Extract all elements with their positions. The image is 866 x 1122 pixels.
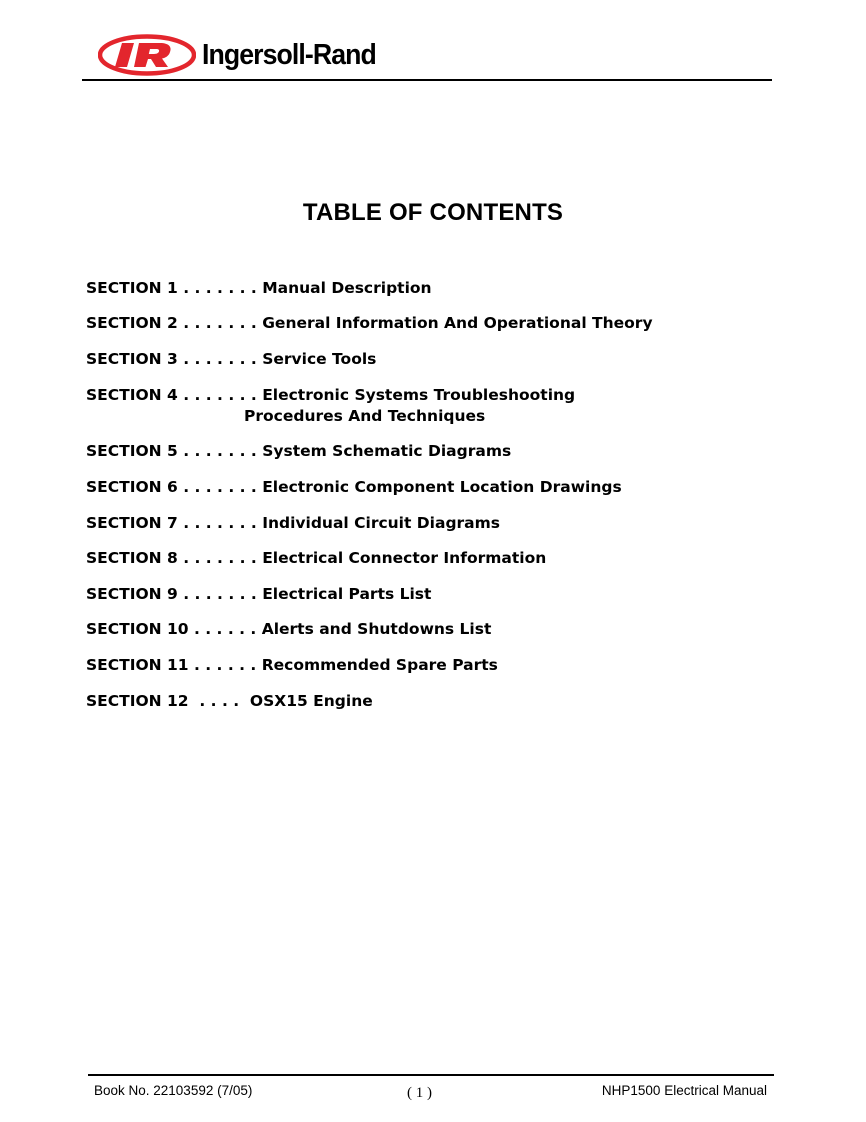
- toc-section-title-continued: Procedures And Techniques: [244, 407, 486, 425]
- toc-entry-section-7[interactable]: [86, 513, 500, 534]
- ingersoll-rand-logo: [98, 34, 391, 76]
- header-divider: [82, 79, 772, 81]
- toc-section-label: SECTION 1 . . . . . . .: [86, 279, 257, 297]
- toc-section-title: Service Tools: [262, 350, 377, 368]
- toc-section-title: OSX15 Engine: [244, 692, 373, 710]
- toc-section-label: SECTION 12 . . . .: [86, 692, 240, 710]
- toc-section-label: SECTION 11 . . . . . .: [86, 656, 257, 674]
- toc-entry-section-11[interactable]: [86, 655, 498, 676]
- toc-section-label: SECTION 8 . . . . . . .: [86, 549, 257, 567]
- toc-entry-section-2[interactable]: [86, 313, 653, 334]
- toc-section-label: SECTION 3 . . . . . . .: [86, 350, 257, 368]
- toc-section-label: SECTION 5 . . . . . . .: [86, 442, 257, 460]
- toc-section-title: Electrical Connector Information: [262, 549, 547, 567]
- footer-divider: [88, 1074, 774, 1076]
- toc-entry-section-1[interactable]: [86, 278, 432, 299]
- footer-book-number: Book No. 22103592 (7/05): [94, 1083, 253, 1098]
- toc-section-title: Alerts and Shutdowns List: [261, 620, 492, 638]
- toc-entry-section-3[interactable]: [86, 349, 376, 370]
- toc-section-title: Electronic Systems Troubleshooting: [262, 386, 576, 404]
- toc-entry-section-5[interactable]: [86, 441, 511, 462]
- toc-section-title: Electrical Parts List: [262, 585, 432, 603]
- toc-section-label: SECTION 10 . . . . . .: [86, 620, 257, 638]
- toc-section-title: Individual Circuit Diagrams: [262, 514, 501, 532]
- toc-section-label: SECTION 9 . . . . . . .: [86, 585, 257, 603]
- toc-entry-section-8[interactable]: [86, 548, 546, 569]
- page-title: TABLE OF CONTENTS: [302, 199, 564, 226]
- toc-section-label: SECTION 4 . . . . . . .: [86, 386, 257, 404]
- toc-entry-section-10[interactable]: [86, 619, 491, 640]
- page-header: [82, 32, 772, 82]
- toc-entry-section-4[interactable]: [86, 385, 575, 427]
- toc-section-title: General Information And Operational Theory: [262, 314, 653, 332]
- toc-section-title: System Schematic Diagrams: [262, 442, 512, 460]
- logo-wordmark: Ingersoll-Rand: [202, 39, 376, 71]
- toc-section-label: SECTION 6 . . . . . . .: [86, 478, 257, 496]
- toc-entry-section-9[interactable]: [86, 584, 431, 605]
- ir-emblem-icon: [98, 34, 196, 76]
- toc-section-label: SECTION 2 . . . . . . .: [86, 314, 257, 332]
- toc-entry-section-12[interactable]: [86, 691, 373, 712]
- footer-manual-title: NHP1500 Electrical Manual: [601, 1083, 767, 1098]
- footer-page-number: ( 1 ): [407, 1085, 432, 1101]
- toc-entry-section-6[interactable]: [86, 477, 622, 498]
- toc-section-label: SECTION 7 . . . . . . .: [86, 514, 257, 532]
- toc-section-title: Manual Description: [262, 279, 432, 297]
- toc-section-title: Recommended Spare Parts: [261, 656, 498, 674]
- toc-section-title: Electronic Component Location Drawings: [262, 478, 622, 496]
